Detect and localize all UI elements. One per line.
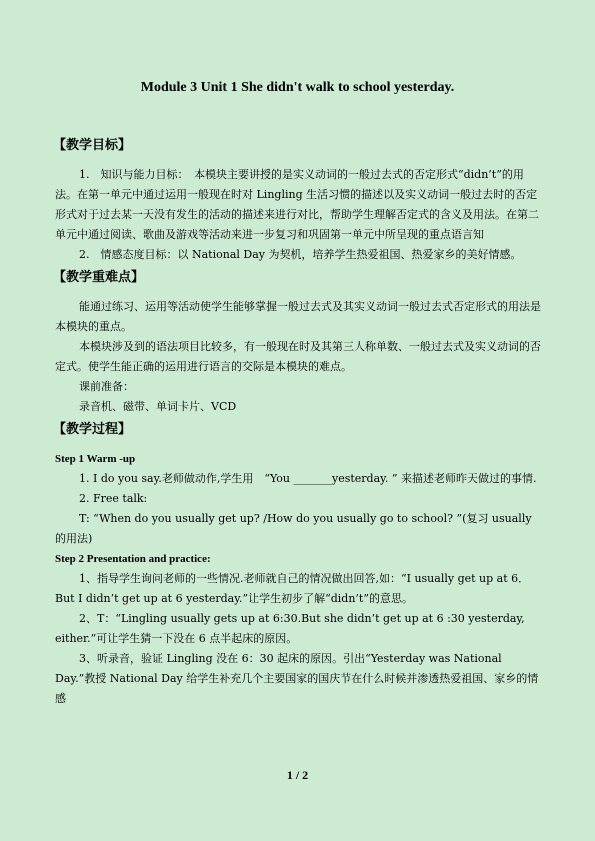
- key-paragraph-2: 本模块涉及到的语法项目比较多，有一般现在时及其第三人称单数、一般过去式及实义动词的否定式。使学生能正确的运用进行语言的交际是本模块的难点。: [55, 340, 541, 373]
- key-paragraph-4: 录音机、磁带、单词卡片、VCD: [79, 400, 237, 413]
- step-2-item-3: 3、听录音，验证 Lingling 没在 6：30 起床的原因。引出“Yesterday was National Day.”教授 National Day 给学生补充几个主要国家的国庆节在什么时候并渗透热爱祖国、家乡的情感: [55, 652, 539, 705]
- goals-paragraph-1: 1. 知识与能力目标： 本模块主要讲授的是实义动词的一般过去式的否定形式“didn’t”的用法。在第一单元中通过运用一般现在时对 Lingling 生活习惯的描述以及实义动词一般过去时的否定形式对于过去某一天没有发生的活动的描述来进行对比，帮助学生理解否定式的含义及用法。在第二单元中通过阅读、歌曲及游戏等活动来进一步复习和巩固第一单元中所呈现的重点语言知: [55, 168, 539, 241]
- step-1-item-2: 2. Free talk:: [79, 492, 148, 505]
- key-paragraph-1: 能通过练习、运用等活动使学生能够掌握一般过去式及其实义动词一般过去式否定形式的用法是本模块的重点。: [55, 300, 541, 333]
- step-2-heading: Step 2 Presentation and practice:: [55, 553, 211, 565]
- step-1-item-3: T: “When do you usually get up? /How do you usually go to school? ”(复习 usually 的用法): [55, 512, 543, 545]
- step-2-item-2: 2、T：“Lingling usually gets up at 6:30.But she didn’t get up at 6 :30 yesterday, either.”可让学生猜一下没在 6 点半起床的原因。: [55, 612, 525, 645]
- section-heading-process: 【教学过程】: [53, 422, 132, 437]
- document-title: Module 3 Unit 1 She didn't walk to school yesterday.: [140, 80, 455, 95]
- goals-paragraph-2: 2. 情感态度目标：以 National Day 为契机，培养学生热爱祖国、热爱家乡的美好情感。: [79, 248, 522, 261]
- key-paragraph-3: 课前准备：: [79, 380, 134, 393]
- section-heading-key-points: 【教学重难点】: [53, 270, 145, 285]
- step-2-item-1: 1、指导学生询问老师的一些情况.老师就自己的情况做出回答,如：“I usually get up at 6．But I didn’t get up at 6 yesterday.”让学生初步了解“didn’t”的意思。: [55, 572, 530, 605]
- step-1-item-1: 1. I do you say.老师做动作,学生用 “You _______yesterday. ” 来描述老师昨天做过的事情.: [79, 472, 537, 485]
- section-heading-goals: 【教学目标】: [53, 138, 132, 153]
- document-body: [55, 133, 545, 709]
- step-1-heading: Step 1 Warm -up: [55, 453, 136, 465]
- page-number: 1 / 2: [286, 768, 309, 782]
